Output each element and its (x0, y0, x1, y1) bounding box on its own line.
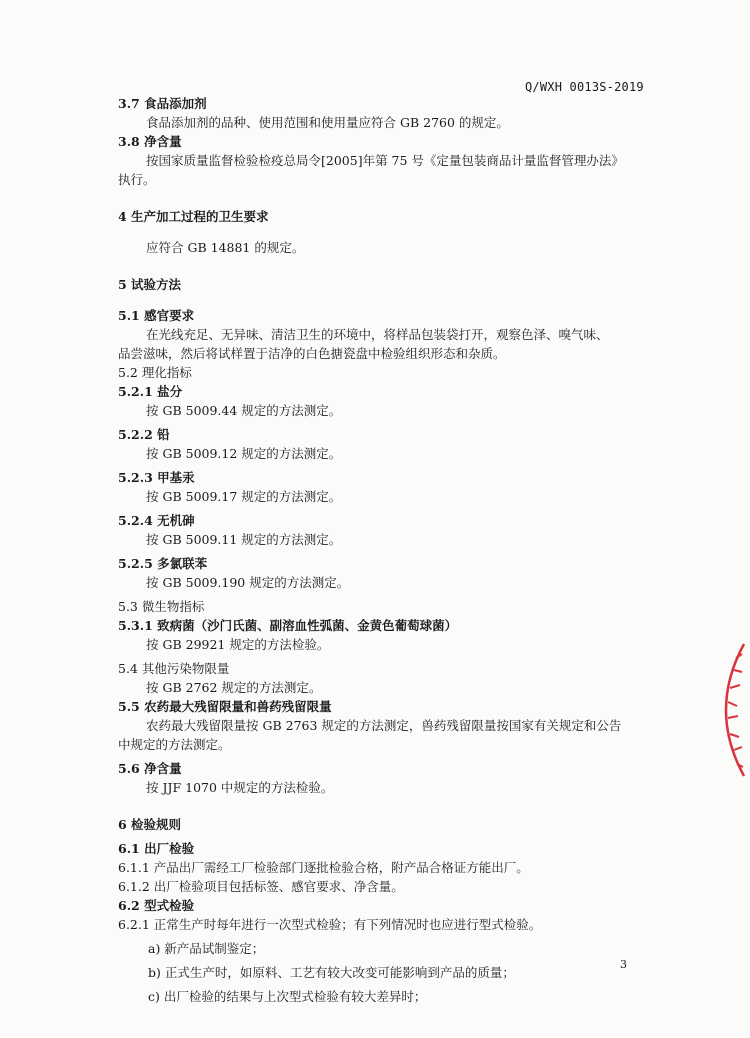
text-line: 按 GB 5009.44 规定的方法测定。 (146, 403, 342, 418)
text-line: 6.1.1 产品出厂需经工厂检验部门逐批检验合格，附产品合格证方能出厂。 (118, 860, 529, 875)
text-line: 农药最大残留限量按 GB 2763 规定的方法测定，兽药残留限量按国家有关规定和公告 (146, 718, 622, 733)
text-line: b) 正式生产时，如原料、工艺有较大改变可能影响到产品的质量； (148, 965, 515, 980)
document-body (118, 94, 638, 1006)
text-line: 品尝滋味，然后将试样置于洁净的白色搪瓷盘中检验组织形态和杂质。 (118, 346, 506, 361)
text-line: 应符合 GB 14881 的规定。 (146, 240, 305, 255)
text-line: 中规定的方法测定。 (118, 737, 231, 752)
text-line: 5.2 理化指标 (118, 365, 192, 380)
text-line: 按 GB 5009.12 规定的方法测定。 (146, 446, 342, 461)
text-line: 在光线充足、无异味、清洁卫生的环境中，将样品包装袋打开，观察色泽、嗅气味、 (146, 327, 609, 342)
text-line: 执行。 (118, 172, 156, 187)
text-line: 按 JJF 1070 中规定的方法检验。 (146, 780, 334, 795)
text-line: 6.1 出厂检验 (118, 841, 195, 856)
text-line: 5.2.5 多氯联苯 (118, 556, 208, 571)
text-line: 按国家质量监督检验检疫总局令[2005]年第 75 号《定量包装商品计量监督管理办法》 (146, 153, 624, 168)
text-line: 5.2.4 无机砷 (118, 513, 195, 528)
text-line: 5.1 感官要求 (118, 308, 195, 323)
text-line: 3.8 净含量 (118, 134, 182, 149)
text-line: 6.2 型式检验 (118, 898, 195, 913)
text-line: 6.1.2 出厂检验项目包括标签、感官要求、净含量。 (118, 879, 404, 894)
page-number: 3 (620, 958, 627, 971)
text-line: 4 生产加工过程的卫生要求 (118, 209, 269, 224)
text-line: 6.2.1 正常生产时每年进行一次型式检验；有下列情况时也应进行型式检验。 (118, 917, 542, 932)
text-line: 5.5 农药最大残留限量和兽药残留限量 (118, 699, 332, 714)
text-line: 食品添加剂的品种、使用范围和使用量应符合 GB 2760 的规定。 (146, 115, 509, 130)
text-line: 5.4 其他污染物限量 (118, 661, 230, 676)
text-line: 6 检验规则 (118, 817, 182, 832)
text-line: 5.6 净含量 (118, 761, 182, 776)
text-line: 按 GB 5009.190 规定的方法测定。 (146, 575, 350, 590)
text-line: 按 GB 5009.11 规定的方法测定。 (146, 532, 342, 547)
text-line: 按 GB 2762 规定的方法测定。 (146, 680, 322, 695)
text-line: c) 出厂检验的结果与上次型式检验有较大差异时； (148, 989, 427, 1004)
text-line: 3.7 食品添加剂 (118, 96, 207, 111)
text-line: 5.3 微生物指标 (118, 599, 205, 614)
text-line: 按 GB 5009.17 规定的方法测定。 (146, 489, 342, 504)
text-line: 5.3.1 致病菌（沙门氏菌、副溶血性弧菌、金黄色葡萄球菌） (118, 618, 458, 633)
text-line: 5.2.1 盐分 (118, 384, 183, 399)
text-line: 按 GB 29921 规定的方法检验。 (146, 637, 330, 652)
text-line: a) 新产品试制鉴定； (148, 941, 265, 956)
text-line: 5 试验方法 (118, 277, 182, 292)
seal-stamp-icon (706, 640, 750, 780)
page-header-code: Q/WXH 0013S-2019 (525, 80, 644, 94)
text-line: 5.2.2 铅 (118, 427, 170, 442)
text-line: 5.2.3 甲基汞 (118, 470, 195, 485)
